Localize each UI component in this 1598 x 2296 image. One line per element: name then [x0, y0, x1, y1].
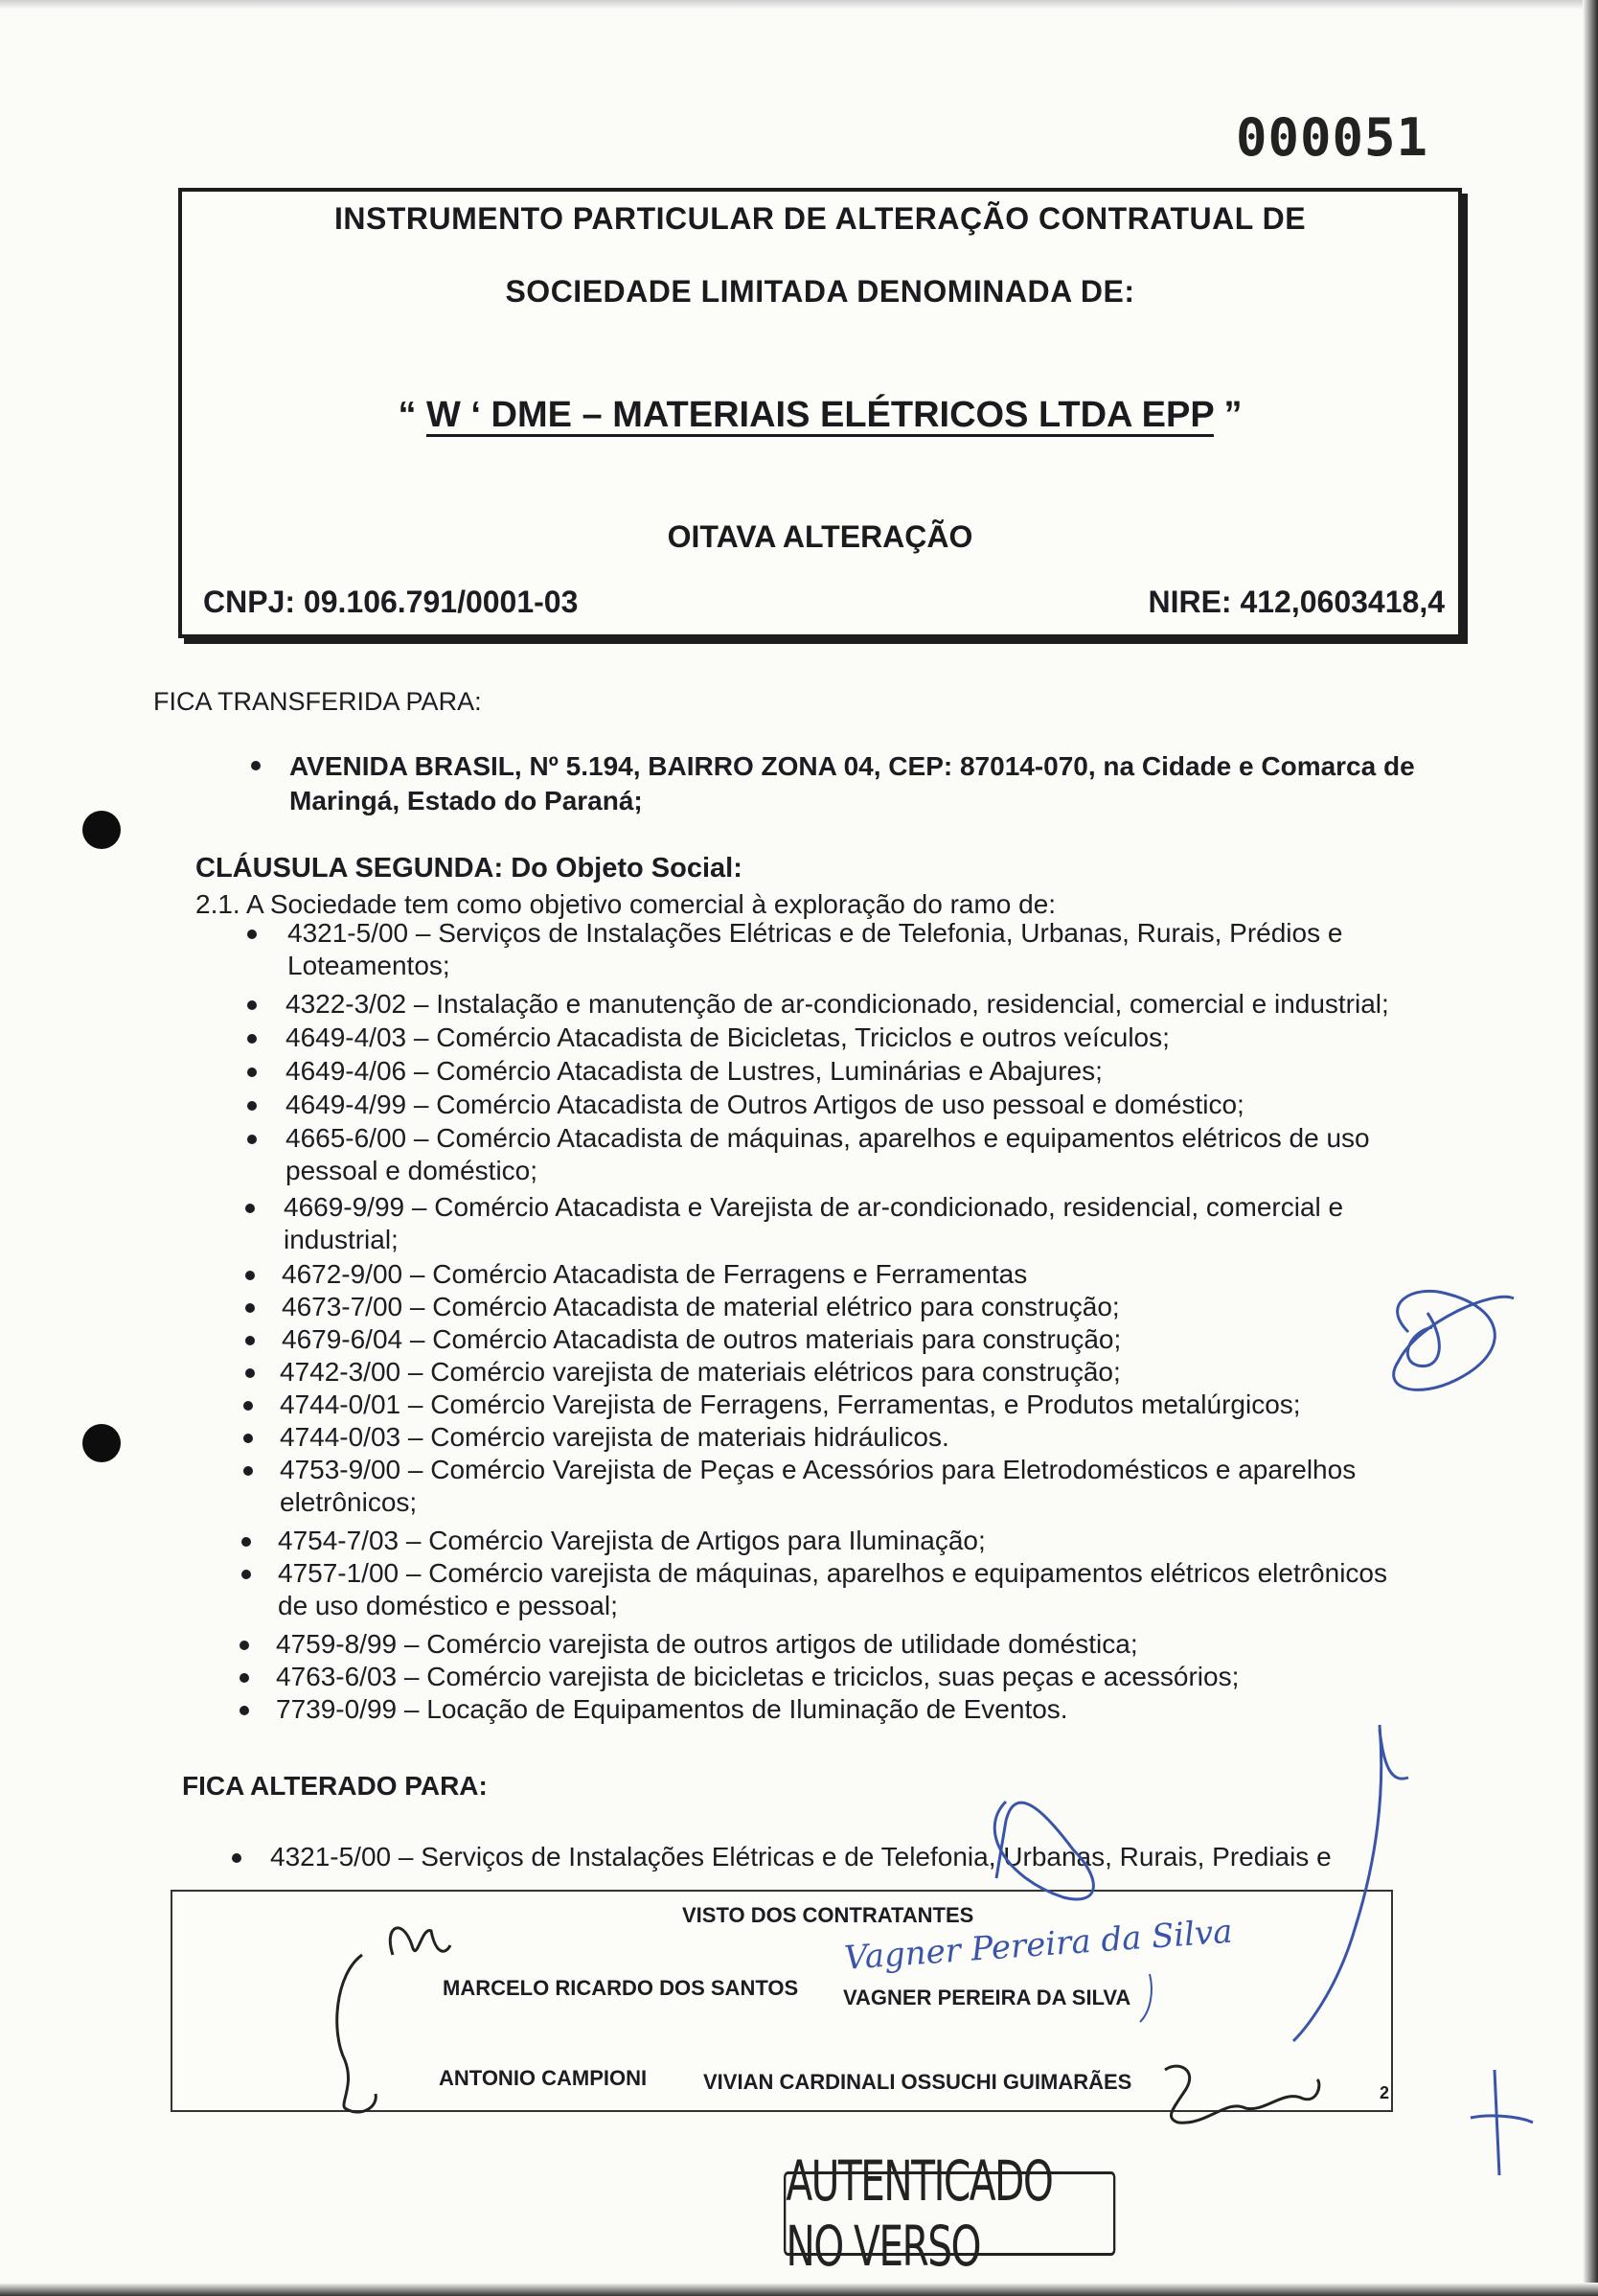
signature-marcelo [390, 1928, 450, 1955]
alteration-title: OITAVA ALTERAÇÃO [667, 519, 973, 554]
signer-vagner: VAGNER PEREIRA DA SILVA [843, 1986, 1131, 2009]
header-title-line2: SOCIEDADE LIMITADA DENOMINADA DE: [505, 274, 1135, 309]
handwritten-vagner-signature: Vagner Pereira da Silva [843, 1912, 1234, 1978]
list-item: 4763-6/03 – Comércio varejista de bicicletas e triciclos, suas peças e acessórios; [276, 1662, 1240, 1691]
address-line1: AVENIDA BRASIL, Nº 5.194, BAIRRO ZONA 04, CEP: 87014-070, na Cidade e Comarca de [289, 751, 1415, 781]
list-item: 4649-4/99 – Comércio Atacadista de Outros Artigos de uso pessoal e doméstico; [285, 1090, 1244, 1119]
rubric-bottom-right [1471, 2070, 1533, 2175]
list-item: 4321-5/00 – Serviços de Instalações Elétricas e de Telefonia, Urbanas, Rurais, Prédios e [287, 918, 1343, 948]
list-item: 4679-6/04 – Comércio Atacadista de outros materiais para construção; [282, 1324, 1122, 1354]
list-item: 4742-3/00 – Comércio varejista de materiais elétricos para construção; [280, 1357, 1121, 1387]
page-number: 2 [1380, 2083, 1390, 2102]
list-item: 4744-0/01 – Comércio Varejista de Ferragens, Ferramentas, e Produtos metalúrgicos; [280, 1389, 1301, 1419]
signer-antonio: ANTONIO CAMPIONI [439, 2066, 648, 2090]
list-item: 4672-9/00 – Comércio Atacadista de Ferragens e Ferramentas [282, 1259, 1028, 1289]
authentication-stamp: AUTENTICADO NO VERSO [784, 2171, 1115, 2256]
list-item: 4665-6/00 – Comércio Atacadista de máquinas, aparelhos e equipamentos elétricos de uso [285, 1123, 1370, 1153]
signature-vivian [1165, 2066, 1319, 2123]
list-item-continued: Loteamentos; [287, 951, 450, 980]
quote-close: ” [1213, 395, 1243, 435]
list-item-continued: pessoal e doméstico; [285, 1156, 538, 1185]
signature-antonio [337, 1955, 377, 2112]
rubric-long-stroke [1293, 1725, 1408, 2041]
list-item: 4757-1/00 – Comércio varejista de máquinas, aparelhos e equipamentos elétricos eletrônicos [278, 1558, 1387, 1588]
list-item: 4759-8/99 – Comércio varejista de outros artigos de utilidade doméstica; [276, 1629, 1138, 1659]
cnpj: CNPJ: 09.106.791/0001-03 [203, 585, 579, 619]
altered-label: FICA ALTERADO PARA: [182, 1771, 488, 1801]
list-item: 7739-0/99 – Locação de Equipamentos de Iluminação de Eventos. [276, 1694, 1068, 1724]
list-item: 4744-0/03 – Comércio varejista de materiais hidráulicos. [280, 1422, 949, 1452]
list-item: 4649-4/03 – Comércio Atacadista de Bicicletas, Triciclos e outros veículos; [285, 1022, 1170, 1052]
altered-first-item: 4321-5/00 – Serviços de Instalações Elétricas e de Telefonia, Urbanas, Rurais, Prediais e [270, 1842, 1332, 1871]
clause-subtitle: Do Objeto Social: [503, 853, 742, 884]
list-item-continued: eletrônicos; [280, 1487, 418, 1517]
list-item: 4673-7/00 – Comércio Atacadista de material elétrico para construção; [282, 1292, 1120, 1321]
signer-marcelo: MARCELO RICARDO DOS SANTOS [443, 1976, 799, 2000]
company-name: W ‘ DME – MATERIAIS ELÉTRICOS LTDA EPP [426, 395, 1214, 435]
clause-intro: 2.1. A Sociedade tem como objetivo comercial à exploração do ramo de: [195, 889, 1057, 919]
rubric-loop [994, 1802, 1093, 1899]
list-item-continued: de uso doméstico e pessoal; [278, 1591, 618, 1620]
quote-open: “ [398, 395, 426, 435]
list-item: 4649-4/06 – Comércio Atacadista de Lustres, Luminárias e Abajures; [285, 1056, 1103, 1086]
signer-vivian: VIVIAN CARDINALI OSSUCHI GUIMARÃES [703, 2070, 1132, 2094]
rubric-margin-right-inner [1407, 1313, 1439, 1366]
list-item: 4669-9/99 – Comércio Atacadista e Varejista de ar-condicionado, residencial, comercial e [284, 1192, 1344, 1222]
signature-vagner-tail [1140, 1974, 1152, 2022]
header-title-line1: INSTRUMENTO PARTICULAR DE ALTERAÇÃO CONTRATUAL DE [333, 201, 1307, 236]
list-item-continued: industrial; [284, 1225, 399, 1254]
list-item: 4322-3/02 – Instalação e manutenção de ar-condicionado, residencial, comercial e industrial; [285, 989, 1389, 1019]
page-number-stamp: 000051 [1236, 107, 1429, 168]
clause-title: CLÁUSULA SEGUNDA: [195, 853, 504, 884]
transfer-label: FICA TRANSFERIDA PARA: [153, 687, 482, 716]
signatures-title: VISTO DOS CONTRATANTES [682, 1903, 974, 1927]
address-line2: Maringá, Estado do Paraná; [289, 786, 643, 815]
nire: NIRE: 412,0603418,4 [1148, 585, 1445, 619]
list-item: 4753-9/00 – Comércio Varejista de Peças e Acessórios para Eletrodomésticos e aparelhos [280, 1455, 1357, 1484]
list-item: 4754-7/03 – Comércio Varejista de Artigos para Iluminação; [278, 1526, 986, 1555]
